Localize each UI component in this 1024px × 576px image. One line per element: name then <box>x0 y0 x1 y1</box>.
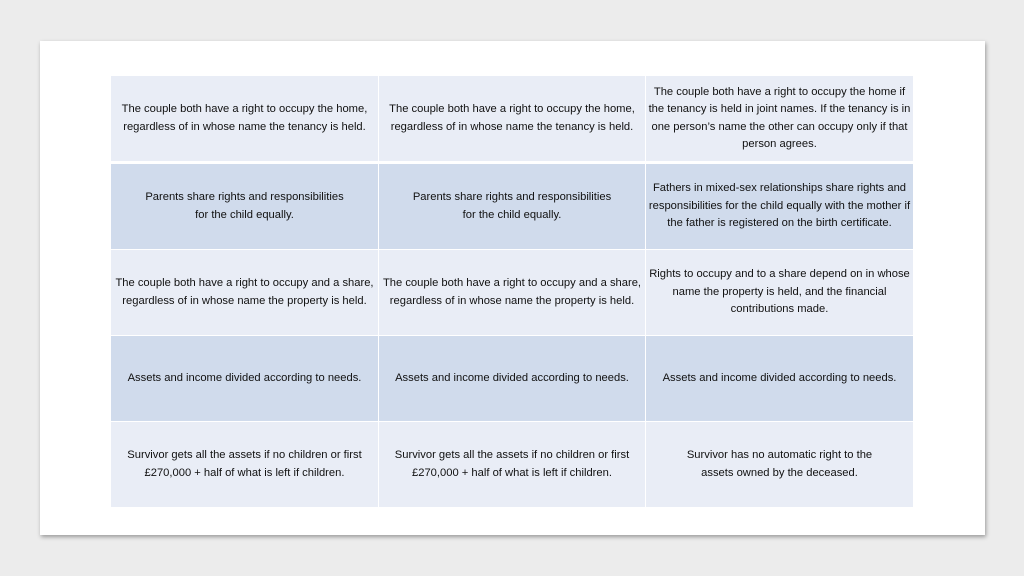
cell-text: Survivor gets all the assets if no children or first £270,000 + half of what is left if children. <box>394 449 630 479</box>
table-cell <box>646 164 913 249</box>
table-cell <box>111 336 379 421</box>
table-cell <box>111 422 379 507</box>
table-row-home-occupancy <box>111 76 913 164</box>
cell-text: Rights to occupy and to a share depend on in whose name the property is held, and the financial contributions made. <box>649 268 910 316</box>
cell-text: The couple both have a right to occupy the home if the tenancy is held in joint names. If the tenancy is in one person’s name the other can occupy only if that person agrees. <box>648 85 911 150</box>
cell-text: Assets and income divided according to needs. <box>395 371 629 384</box>
table-cell <box>379 336 646 421</box>
cell-text: Survivor gets all the assets if no children or first £270,000 + half of what is left if children. <box>127 449 362 479</box>
cell-text: The couple both have a right to occupy and a share, regardless of in whose name the property is held. <box>115 277 374 307</box>
table-cell <box>111 164 379 249</box>
table-cell <box>379 76 646 161</box>
cell-text: The couple both have a right to occupy the home, regardless of in whose name the tenancy is held. <box>121 103 368 133</box>
table-cell <box>111 250 379 335</box>
cell-text: Fathers in mixed-sex relationships share rights and responsibilities for the child equally with the mother if the father is registered on the birth certificate. <box>648 182 911 230</box>
comparison-table <box>111 76 913 508</box>
table-cell <box>646 76 913 161</box>
table-cell <box>646 336 913 421</box>
table-cell <box>111 76 379 161</box>
cell-text: Parents share rights and responsibilities for the child equally. <box>412 191 612 221</box>
slide <box>40 41 985 535</box>
cell-text: The couple both have a right to occupy the home, regardless of in whose name the tenancy is held. <box>389 103 635 133</box>
table-row-inheritance <box>111 422 913 508</box>
table-cell <box>379 250 646 335</box>
table-cell <box>379 422 646 507</box>
table-row-property-rights <box>111 250 913 336</box>
cell-text: Parents share rights and responsibilities for the child equally. <box>145 191 344 221</box>
cell-text: The couple both have a right to occupy and a share, regardless of in whose name the property is held. <box>382 277 642 307</box>
table-cell <box>646 422 913 507</box>
cell-text: Assets and income divided according to needs. <box>662 371 897 384</box>
table-cell <box>646 250 913 335</box>
table-row-asset-division <box>111 336 913 422</box>
table-cell <box>379 164 646 249</box>
cell-text: Assets and income divided according to needs. <box>127 371 362 384</box>
table-row-parental-rights <box>111 164 913 250</box>
cell-text: Survivor has no automatic right to the assets owned by the deceased. <box>686 449 873 479</box>
